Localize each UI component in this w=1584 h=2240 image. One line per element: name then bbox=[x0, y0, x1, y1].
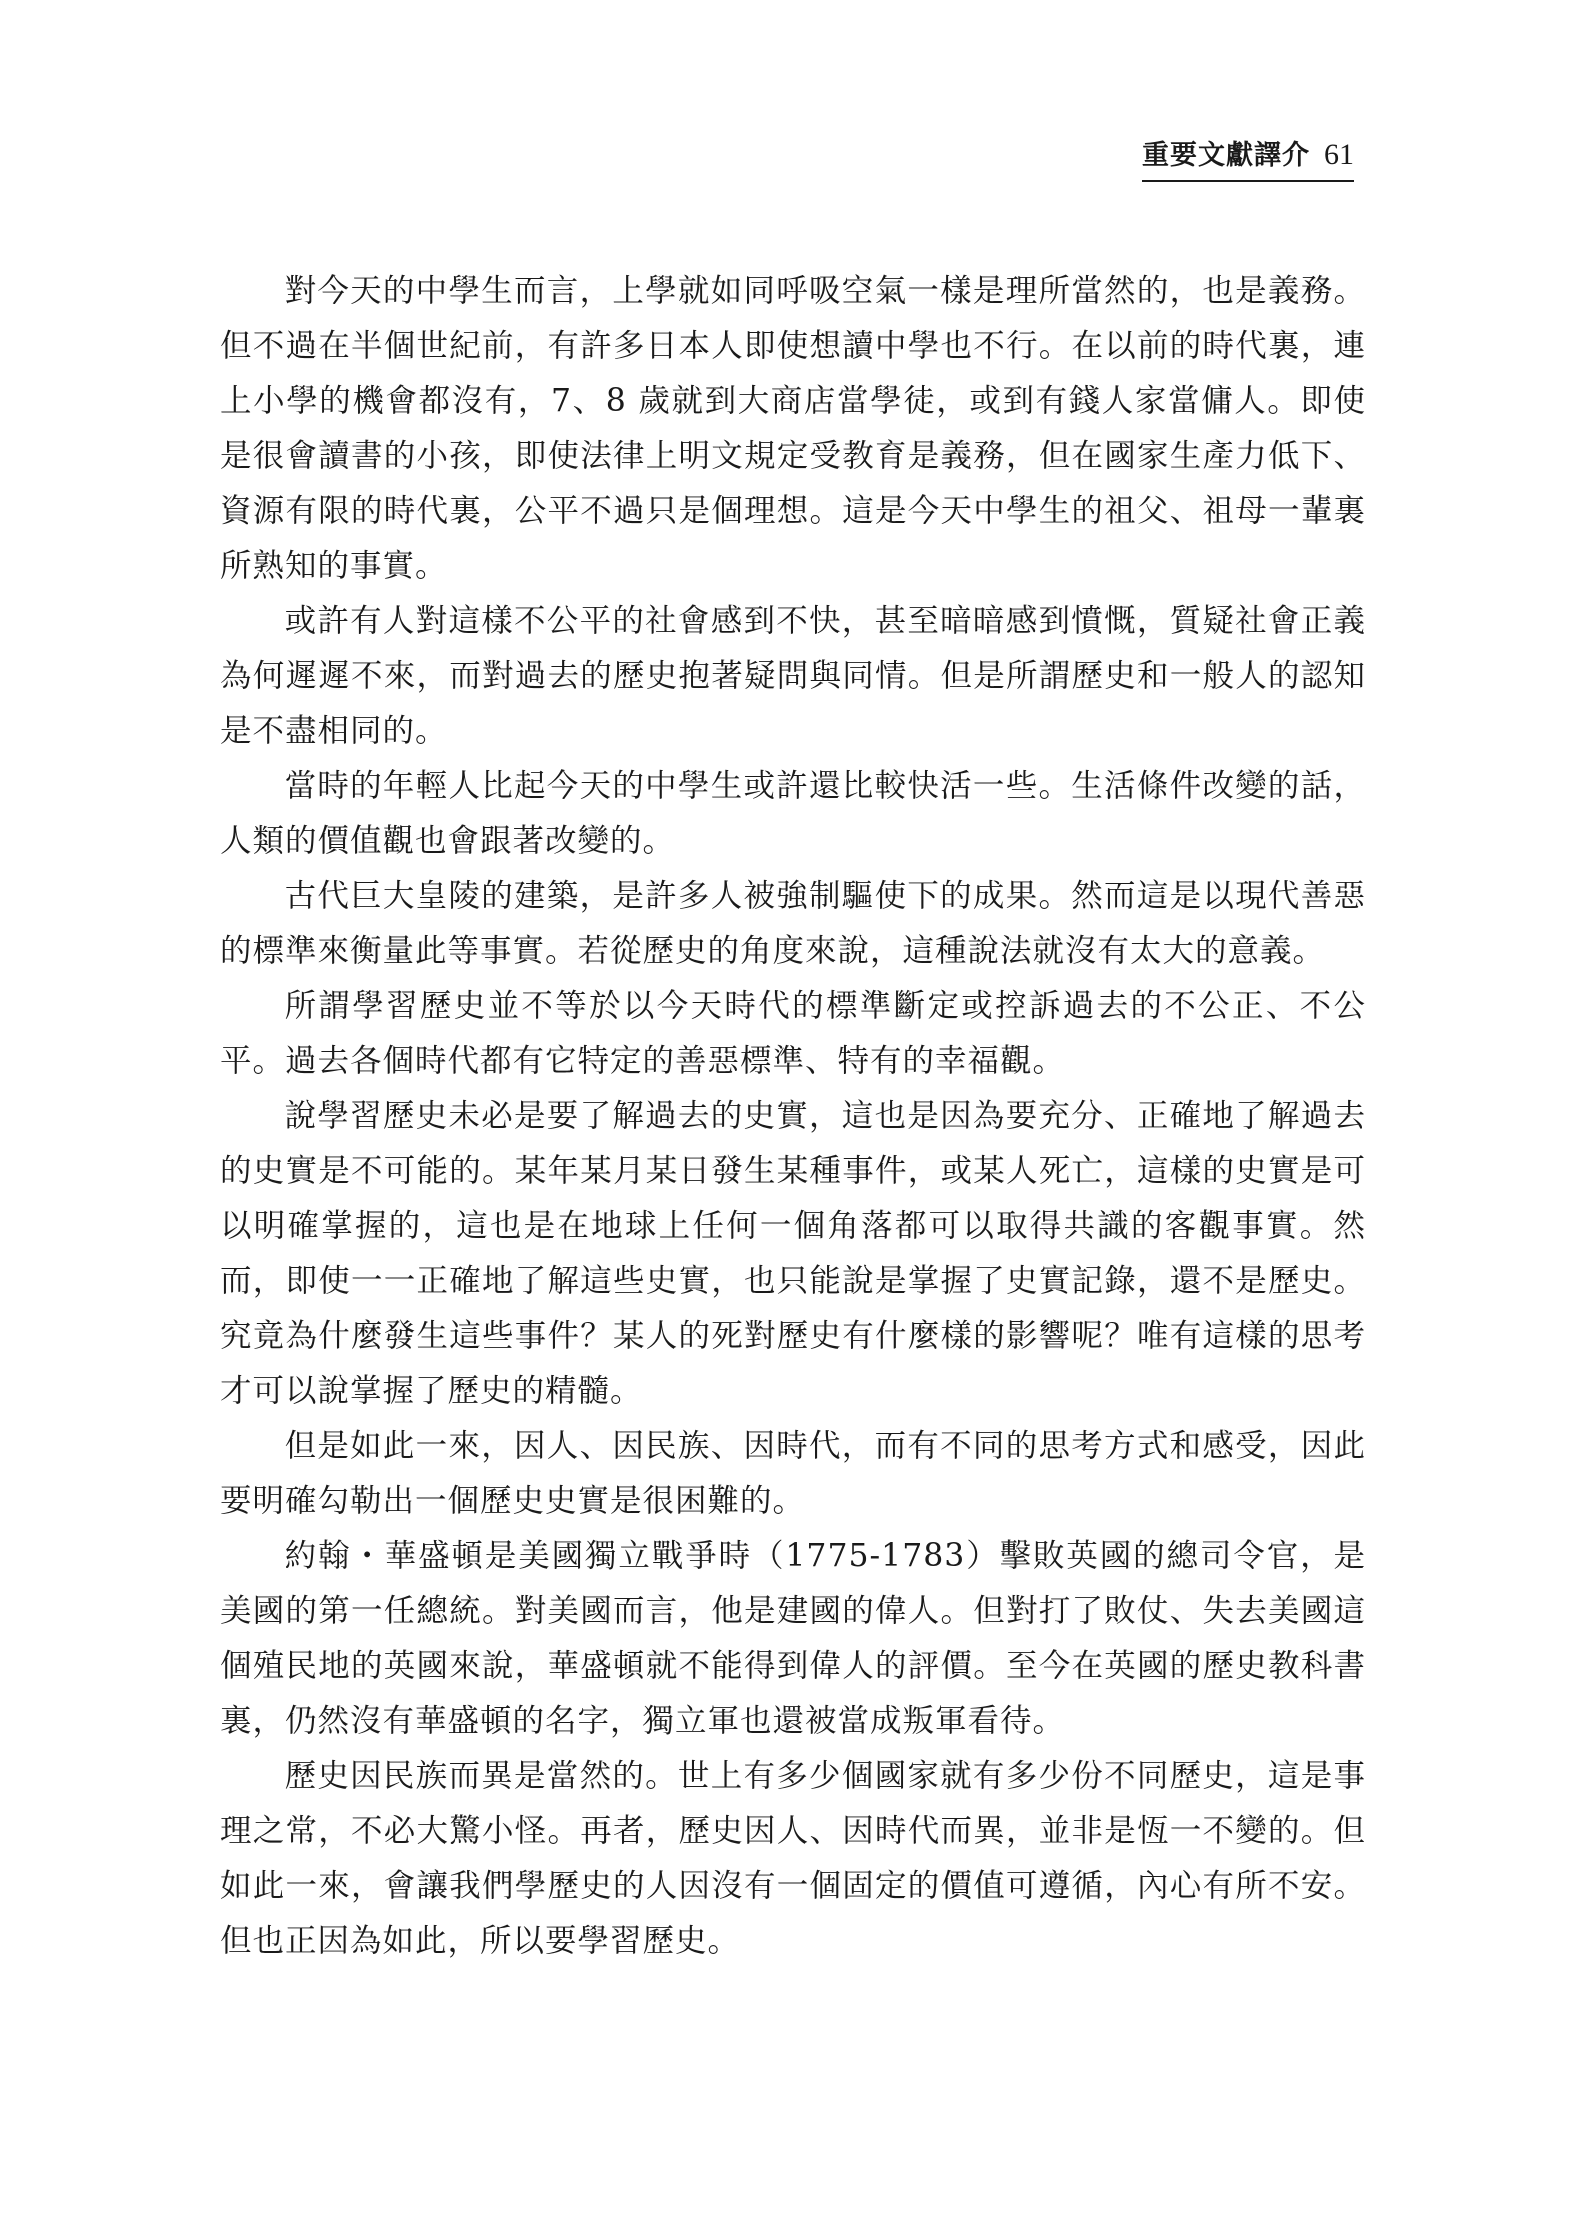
paragraph: 但是如此一來，因人、因民族、因時代，而有不同的思考方式和感受，因此要明確勾勒出一個歷史史實是很困難的。 bbox=[220, 1428, 1366, 1519]
paragraph: 所謂學習歷史並不等於以今天時代的標準斷定或控訴過去的不公正、不公平。過去各個時代都有它特定的善惡標準、特有的幸福觀。 bbox=[220, 988, 1366, 1079]
running-header-title: 重要文獻譯介 bbox=[1142, 140, 1310, 171]
paragraph: 當時的年輕人比起今天的中學生或許還比較快活一些。生活條件改變的話，人類的價值觀也會跟著改變的。 bbox=[220, 768, 1366, 859]
paragraph: 說學習歷史未必是要了解過去的史實，這也是因為要充分、正確地了解過去的史實是不可能的。某年某月某日發生某種事件，或某人死亡，這樣的史實是可以明確掌握的，這也是在地球上任何一個角落都可以取得共識的客觀事實。然而，即使一一正確地了解這些史實，也只能說是掌握了史實記錄，還不是歷史。究竟為什麼發生這些事件？某人的死對歷史有什麼樣的影響呢？唯有這樣的思考才可以說掌握了歷史的精髓。 bbox=[220, 1098, 1366, 1409]
paragraph: 歷史因民族而異是當然的。世上有多少個國家就有多少份不同歷史，這是事理之常，不必大驚小怪。再者，歷史因人、因時代而異，並非是恆一不變的。但如此一來，會讓我們學歷史的人因沒有一個固定的價值可遵循，內心有所不安。但也正因為如此，所以要學習歷史。 bbox=[220, 1758, 1366, 1959]
paragraph: 約翰・華盛頓是美國獨立戰爭時（1775-1783）擊敗英國的總司令官，是美國的第一任總統。對美國而言，他是建國的偉人。但對打了敗仗、失去美國這個殖民地的英國來說，華盛頓就不能得到偉人的評價。至今在英國的歷史教科書裏，仍然沒有華盛頓的名字，獨立軍也還被當成叛軍看待。 bbox=[220, 1538, 1366, 1739]
paragraph: 或許有人對這樣不公平的社會感到不快，甚至暗暗感到憤慨，質疑社會正義為何遲遲不來，而對過去的歷史抱著疑問與同情。但是所謂歷史和一般人的認知是不盡相同的。 bbox=[220, 603, 1366, 749]
paragraph: 對今天的中學生而言，上學就如同呼吸空氣一樣是理所當然的，也是義務。但不過在半個世紀前，有許多日本人即使想讀中學也不行。在以前的時代裏，連上小學的機會都沒有，7、8 歲就到大商店當學徒，或到有錢人家當傭人。即使是很會讀書的小孩，即使法律上明文規定受教育是義務，但在國家生產力低下、資源有限的時代裏，公平不過只是個理想。這是今天中學生的祖父、祖母一輩裏所熟知的事實。 bbox=[220, 273, 1366, 584]
paragraph: 古代巨大皇陵的建築，是許多人被強制驅使下的成果。然而這是以現代善惡的標準來衡量此等事實。若從歷史的角度來說，這種說法就沒有太大的意義。 bbox=[220, 878, 1366, 969]
body-text bbox=[220, 264, 1366, 1969]
running-header bbox=[1142, 140, 1354, 182]
page-number: 61 bbox=[1324, 138, 1354, 171]
